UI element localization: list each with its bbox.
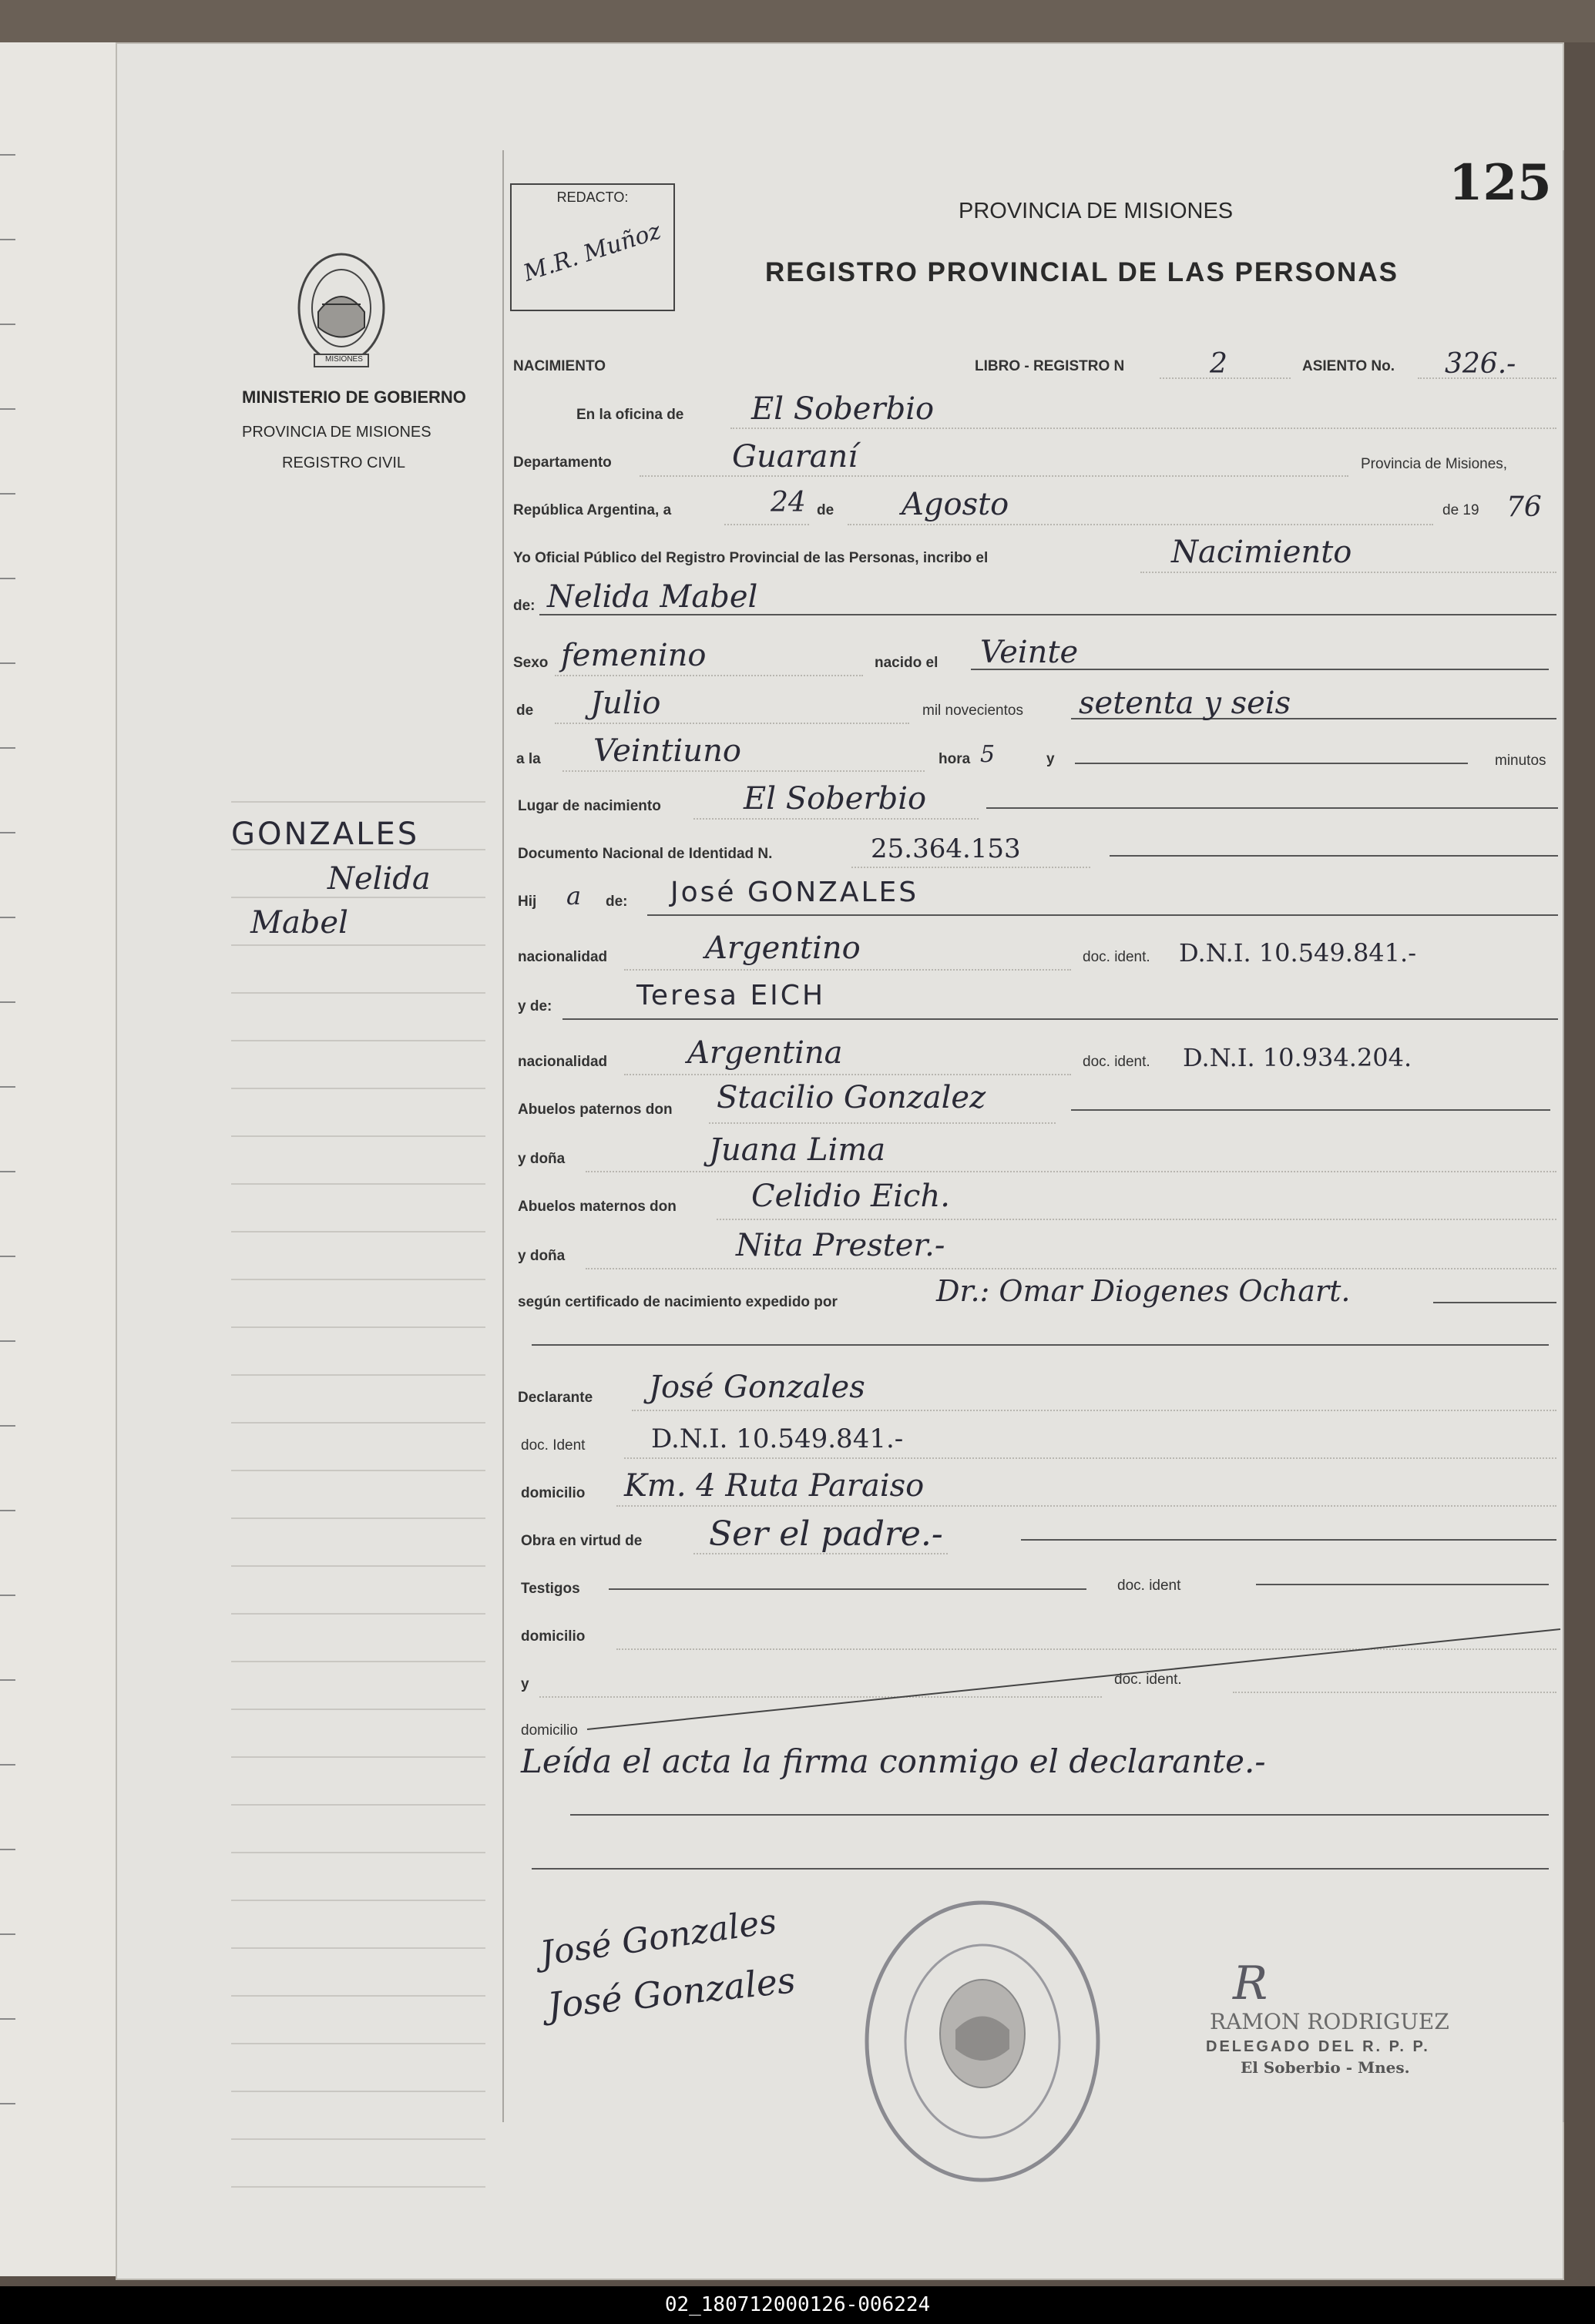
provincia-suffix: Provincia de Misiones, — [1361, 456, 1508, 472]
cancellation-stroke — [586, 1625, 1564, 1733]
official-stamp-role: DELEGADO DEL R. P. P. — [1206, 2038, 1430, 2055]
nacido-anio-value: setenta y seis — [1079, 686, 1291, 721]
hijo-label: Hij — [518, 894, 537, 910]
mes-value: Agosto — [902, 487, 1009, 522]
dni-value: 25.364.153 — [871, 833, 1021, 864]
signature-declarante-1: José Gonzales — [537, 1901, 779, 1974]
a-la-label: a la — [516, 751, 541, 767]
redacto-box — [510, 183, 675, 311]
madre-doc-value: D.N.I. 10.934.204. — [1183, 1043, 1412, 1072]
seal-label: MISIONES — [325, 355, 363, 364]
redacto-signature: M.R. Muñoz — [520, 217, 665, 287]
padre-doc-value: D.N.I. 10.549.841.- — [1179, 938, 1416, 967]
doc-ident-padre-label: doc. ident. — [1083, 949, 1150, 965]
margin-note-name1: Nelida — [327, 861, 431, 897]
hora-num-value: 5 — [980, 741, 996, 768]
y-dona-mat-label: y doña — [518, 1248, 566, 1264]
footer-id: 02_180712000126-006224 — [664, 2293, 931, 2316]
acto-value: Nacimiento — [1171, 535, 1352, 570]
libro-value: 2 — [1210, 348, 1227, 380]
libro-label: LIBRO - REGISTRO N — [975, 358, 1125, 374]
doc-ident-madre-label: doc. ident. — [1083, 1054, 1150, 1070]
official-stamp-name: RAMON RODRIGUEZ — [1210, 2009, 1449, 2034]
abuela-materna-value: Nita Prester.- — [736, 1228, 945, 1263]
signature-declarante-2: José Gonzales — [546, 1959, 798, 2027]
obra-value: Ser el padre.- — [709, 1514, 943, 1554]
testigo2-domicilio-label: domicilio — [521, 1722, 578, 1739]
nacido-label: nacido el — [875, 655, 939, 671]
footer-bar — [0, 2286, 1595, 2324]
madre-nacionalidad-value: Argentina — [687, 1035, 843, 1071]
column-divider — [502, 150, 504, 2122]
declarante-label: Declarante — [518, 1390, 593, 1406]
madre-value: Teresa EICH — [636, 980, 826, 1011]
y-label: y — [1046, 751, 1055, 767]
asiento-value: 326.- — [1445, 348, 1516, 380]
ministry-province: PROVINCIA DE MISIONES — [242, 424, 431, 441]
sexo-value: femenino — [561, 638, 707, 673]
abuelos-paternos-label: Abuelos paternos don — [518, 1102, 673, 1118]
de-nombre-label: de: — [513, 598, 536, 614]
oficina-label: En la oficina de — [576, 407, 684, 423]
margin-note-surname: GONZALES — [231, 817, 420, 852]
oficina-value: El Soberbio — [751, 391, 935, 427]
nombre-value: Nelida Mabel — [547, 579, 758, 615]
nacionalidad-madre-label: nacionalidad — [518, 1054, 608, 1070]
declarante-doc-value: D.N.I. 10.549.841.- — [651, 1424, 904, 1454]
testigo2-doc-label: doc. ident. — [1114, 1672, 1182, 1688]
departamento-value: Guaraní — [732, 439, 858, 475]
certificado-label: según certificado de nacimiento expedido por — [518, 1294, 838, 1310]
abuelos-maternos-label: Abuelos maternos don — [518, 1199, 677, 1215]
de-label: de — [817, 502, 834, 518]
leida-text: Leída el acta la firma conmigo el declarante.- — [521, 1742, 1266, 1780]
certificado-value: Dr.: Omar Diogenes Ochart. — [936, 1274, 1351, 1308]
official-oval-seal — [859, 1895, 1106, 2188]
hora-label: hora — [939, 751, 971, 767]
obra-label: Obra en virtud de — [521, 1533, 643, 1549]
domicilio-value: Km. 4 Ruta Paraiso — [624, 1468, 925, 1504]
y-de-label: y de: — [518, 998, 552, 1014]
nacido-dia-value: Veinte — [980, 635, 1079, 670]
oficial-text: Yo Oficial Público del Registro Provincial de las Personas, incribo el — [513, 550, 989, 566]
testigos-label: Testigos — [521, 1581, 580, 1597]
anio-suffix: 76 — [1506, 491, 1542, 523]
declarante-value: José Gonzales — [649, 1370, 865, 1405]
domicilio-label: domicilio — [521, 1485, 586, 1501]
lugar-value: El Soberbio — [744, 781, 927, 817]
padre-value: José GONZALES — [670, 877, 919, 908]
republica-label: República Argentina, a — [513, 502, 672, 518]
ministry-name: MINISTERIO DE GOBIERNO — [242, 387, 466, 407]
right-border — [1563, 150, 1564, 2122]
testigos-doc-label: doc. ident — [1117, 1578, 1181, 1594]
page-number: 125 — [1449, 154, 1552, 212]
hora-texto-value: Veintiuno — [593, 733, 741, 769]
abuelo-paterno-value: Stacilio Gonzalez — [717, 1080, 986, 1115]
left-page-edge — [0, 42, 131, 2276]
redacto-label: REDACTO: — [556, 189, 629, 205]
province-header: PROVINCIA DE MISIONES — [959, 199, 1234, 223]
abuela-paterna-value: Juana Lima — [709, 1132, 886, 1168]
asiento-label: ASIENTO No. — [1302, 358, 1395, 374]
margin-note-name2: Mabel — [250, 905, 348, 941]
y-dona-pat-label: y doña — [518, 1151, 566, 1167]
minutos-label: minutos — [1495, 753, 1546, 769]
ministry-registro-civil: REGISTRO CIVIL — [282, 454, 406, 471]
padre-nacionalidad-value: Argentino — [705, 931, 861, 966]
testigos-domicilio-label: domicilio — [521, 1628, 586, 1645]
testigo2-y-label: y — [521, 1676, 529, 1692]
coat-of-arms-seal — [291, 250, 391, 374]
nacimiento-label: NACIMIENTO — [513, 358, 606, 374]
de2-label: de — [516, 703, 534, 719]
top-edge — [0, 0, 1595, 42]
lugar-label: Lugar de nacimiento — [518, 798, 661, 814]
anio-prefix: de 19 — [1442, 502, 1479, 518]
dia-value: 24 — [771, 487, 806, 518]
official-signature: R — [1233, 1957, 1268, 2010]
dni-label: Documento Nacional de Identidad N. — [518, 846, 773, 862]
hijo-de-label: de: — [606, 894, 628, 910]
registry-title: REGISTRO PROVINCIAL DE LAS PERSONAS — [765, 257, 1399, 287]
sexo-label: Sexo — [513, 655, 549, 671]
nacionalidad-padre-label: nacionalidad — [518, 949, 608, 965]
hijo-o-value: a — [566, 881, 582, 910]
official-stamp-place: El Soberbio - Mnes. — [1241, 2058, 1410, 2077]
nacido-mes-value: Julio — [590, 686, 661, 721]
declarante-doc-label: doc. Ident — [521, 1437, 586, 1454]
mil-label: mil novecientos — [922, 703, 1023, 719]
abuelo-materno-value: Celidio Eich. — [751, 1179, 950, 1214]
departamento-label: Departamento — [513, 454, 612, 471]
